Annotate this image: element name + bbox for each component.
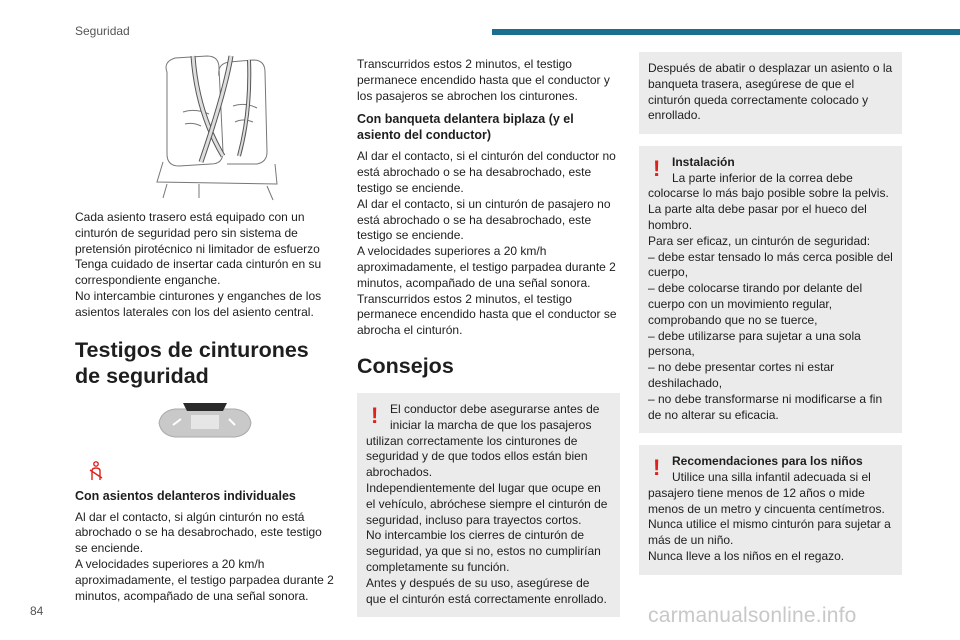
warning-exclamation-icon: ! [653,455,661,481]
continuation-paragraph: Transcurridos estos 2 minutos, el testigo permanece encendido hasta que el conductor y los pasajeros se abrochen los cinturones. [357,57,610,103]
info-box-text: Después de abatir o desplazar un asiento o la banqueta trasera, asegúrese de que el cinturón queda correctamente colocado y enrollado. [648,61,893,123]
subheading-individual-seats: Con asientos delanteros individuales [75,488,296,503]
warning-exclamation-icon: ! [653,156,661,182]
installation-title: Instalación [672,155,735,170]
advice-warning-box [357,393,620,617]
site-watermark: carmanualsonline.info [648,604,857,627]
page-number: 84 [30,604,44,618]
info-box [639,52,902,134]
section-heading-warning-lamps: Testigos de cinturones de seguridad [75,337,309,388]
rear-seat-belt-illustration [127,52,287,204]
advice-first-line: El conductor debe asegurarse antes de iniciar la marcha de que los pasajeros [390,401,600,432]
children-warning-box [639,445,902,574]
header-accent-bar [492,29,960,35]
bench-seat-paragraph: Al dar el contacto, si el cinturón del conductor no está abrochado o se ha desabrochado, este testigo se enciende. Al dar el contacto, si un cinturón de pasajero no está abrochado o se ha desabrochado, este testigo se enciende. A velocidades superiores a 20 km/h aproximadamente, el testigo parpadea durante 2 minutos, acompañado de una señal sonora. Transcurridos estos 2 minutos, el testigo permanece encendido hasta que el conductor se abrocha el cinturón. [357,149,617,338]
column-1 [75,52,337,604]
column-2 [357,52,620,629]
children-title: Recomendaciones para los niños [672,454,863,469]
dashboard-lamp-illustration [155,401,255,445]
warning-exclamation-icon: ! [371,402,379,428]
installation-warning-box [639,146,902,433]
running-header: Seguridad [75,24,130,38]
individual-seats-paragraph: Al dar el contacto, si algún cinturón no está abrochado o se ha desabrochado, este testigo se enciende. A velocidades superiores a 20 km/h aproximadamente, el testigo parpadea durante 2 minutos, acompañado de una señal sonora. [75,509,334,603]
children-body: pasajero tiene menos de 12 años o mide menos de un metro y cincuenta centímetros. Nunca utilice el mismo cinturón para sujetar a más de un niño. Nunca lleve a los niños en el regazo. [648,485,891,563]
installation-first-line: La parte inferior de la correa debe [672,170,853,185]
rear-seat-paragraph: Cada asiento trasero está equipado con un cinturón de seguridad pero sin sistema de pretensión pirotécnico ni limitador de esfuerzo Tenga cuidado de insertar cada cinturón en su correspondiente enganche. No intercambie cinturones y enganches de los asientos laterales con los del asiento central. [75,210,322,319]
advice-body: utilizan correctamente los cinturones de seguridad y de que todos ellos están bien abrochados. Independientemente del lugar que ocupe en el vehículo, abróchese siempre el cinturón de seguridad, incluso para trayectos cortos. No intercambie los cierres de cinturón de seguridad, ya que si no, estos no cumplirían completamente su función. Antes y después de su uso, asegúrese de que el cinturón está correctamente enrollado. [366,433,608,606]
seat-belt-warning-icon [87,461,105,481]
installation-body: colocarse lo más bajo posible sobre la pelvis. La parte alta debe pasar por el hueco del hombro. Para ser eficaz, un cinturón de seguridad: – debe estar tensado lo más cerca posible del cuerpo, – debe colocarse tirando por delante del cuerpo con un movimiento regular, comprobando que no se tuerce, – debe utilizarse para sujetar a una sola persona, – no debe presentar cortes ni estar deshilachado, – no debe transformarse ni modificarse a fin de no alterar su eficacia. [648,186,893,422]
section-heading-advice: Consejos [357,353,454,378]
children-first-line: Utilice una silla infantil adecuada si el [672,469,871,484]
column-3 [639,52,902,587]
subheading-bench-seat: Con banqueta delantera biplaza (y el asiento del conductor) [357,112,574,143]
